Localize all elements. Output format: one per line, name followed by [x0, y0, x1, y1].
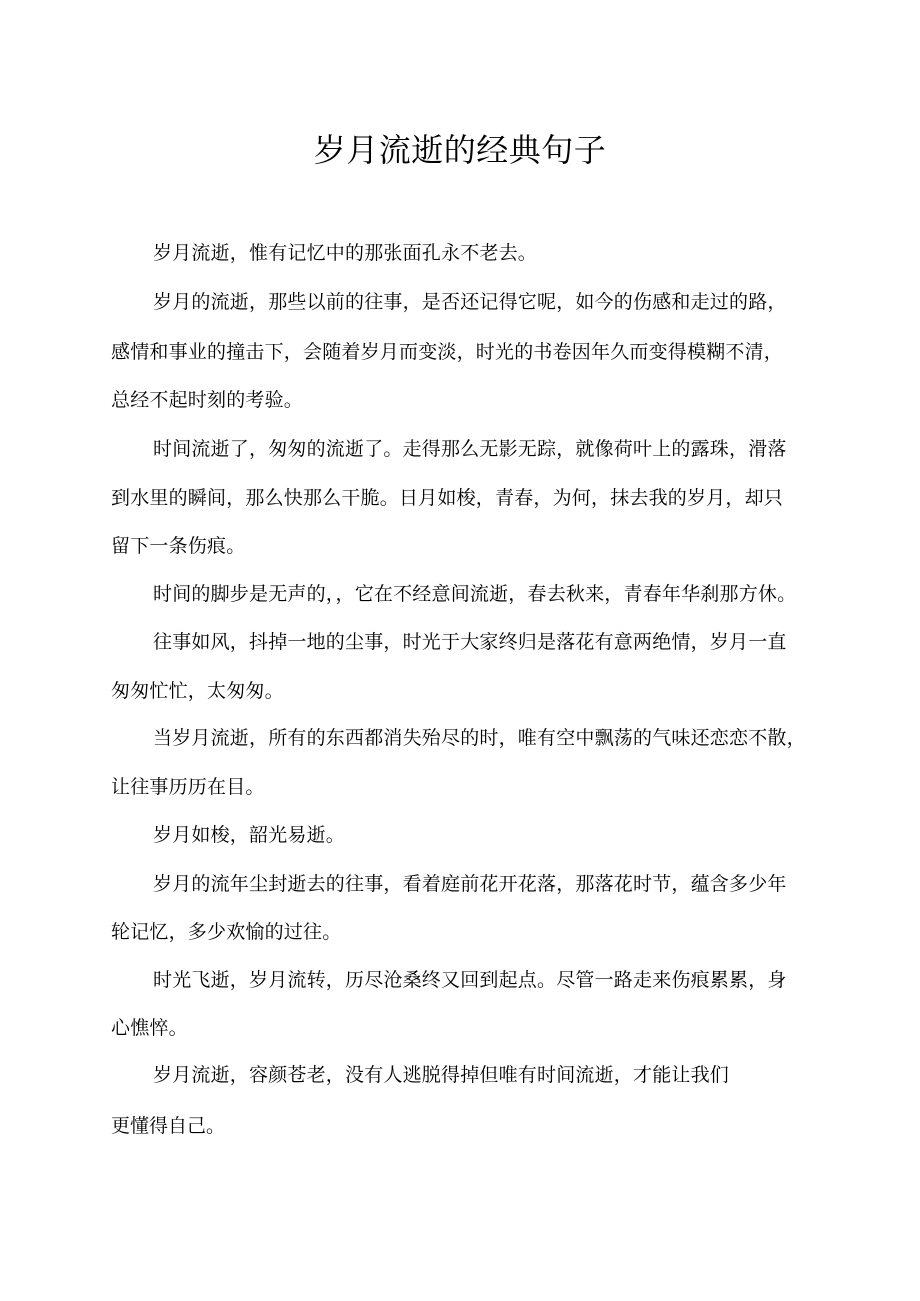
paragraph-line: 让往事历历在目。	[111, 776, 265, 798]
paragraph-line: 时间流逝了，匆匆的流逝了。走得那么无影无踪，就像荷叶上的露珠，滑落	[153, 438, 787, 460]
paragraph-line: 心憔悴。	[111, 1017, 188, 1039]
paragraph-line: 留下一条伤痕。	[111, 535, 246, 557]
paragraph-line: 匆匆忙忙，太匆匆。	[111, 680, 284, 702]
paragraph-line: 岁月流逝，容颜苍老，没有人逃脱得掉但唯有时间流逝，才能让我们	[153, 1064, 730, 1086]
paragraph-line: 岁月如梭，韶光易逝。	[153, 824, 346, 846]
paragraph-line: 往事如风，抖掉一地的尘事，时光于大家终归是落花有意两绝情，岁月一直	[153, 631, 787, 653]
paragraph-line: 岁月的流年尘封逝去的往事，看着庭前花开花落，那落花时节，蕴含多少年	[153, 873, 787, 895]
paragraph-line: 时光飞逝，岁月流转，历尽沧桑终又回到起点。尽管一路走来伤痕累累，身	[153, 969, 787, 991]
document-title: 岁月流逝的经典句子	[313, 131, 607, 169]
paragraph-line: 当岁月流逝，所有的东西都消失殆尽的时，唯有空中飘荡的气味还恋恋不散，	[153, 727, 806, 749]
paragraph-line: 感情和事业的撞击下，会随着岁月而变淡，时光的书卷因年久而变得模糊不清，	[111, 341, 784, 363]
paragraph-line: 到水里的瞬间，那么快那么干脆。日月如梭，青春，为何，抹去我的岁月，却只	[111, 487, 784, 509]
paragraph-line: 时间的脚步是无声的，，它在不经意间流逝，春去秋来，青春年华刹那方休。	[153, 583, 797, 605]
paragraph-line: 岁月的流逝，那些以前的往事，是否还记得它呢，如今的伤感和走过的路，	[153, 291, 787, 313]
paragraph-line: 更懂得自己。	[111, 1115, 226, 1137]
paragraph-line: 总经不起时刻的考验。	[111, 389, 304, 411]
paragraph-line: 岁月流逝，惟有记忆中的那张面孔永不老去。	[153, 242, 538, 264]
paragraph-line: 轮记忆，多少欢愉的过往。	[111, 921, 342, 943]
